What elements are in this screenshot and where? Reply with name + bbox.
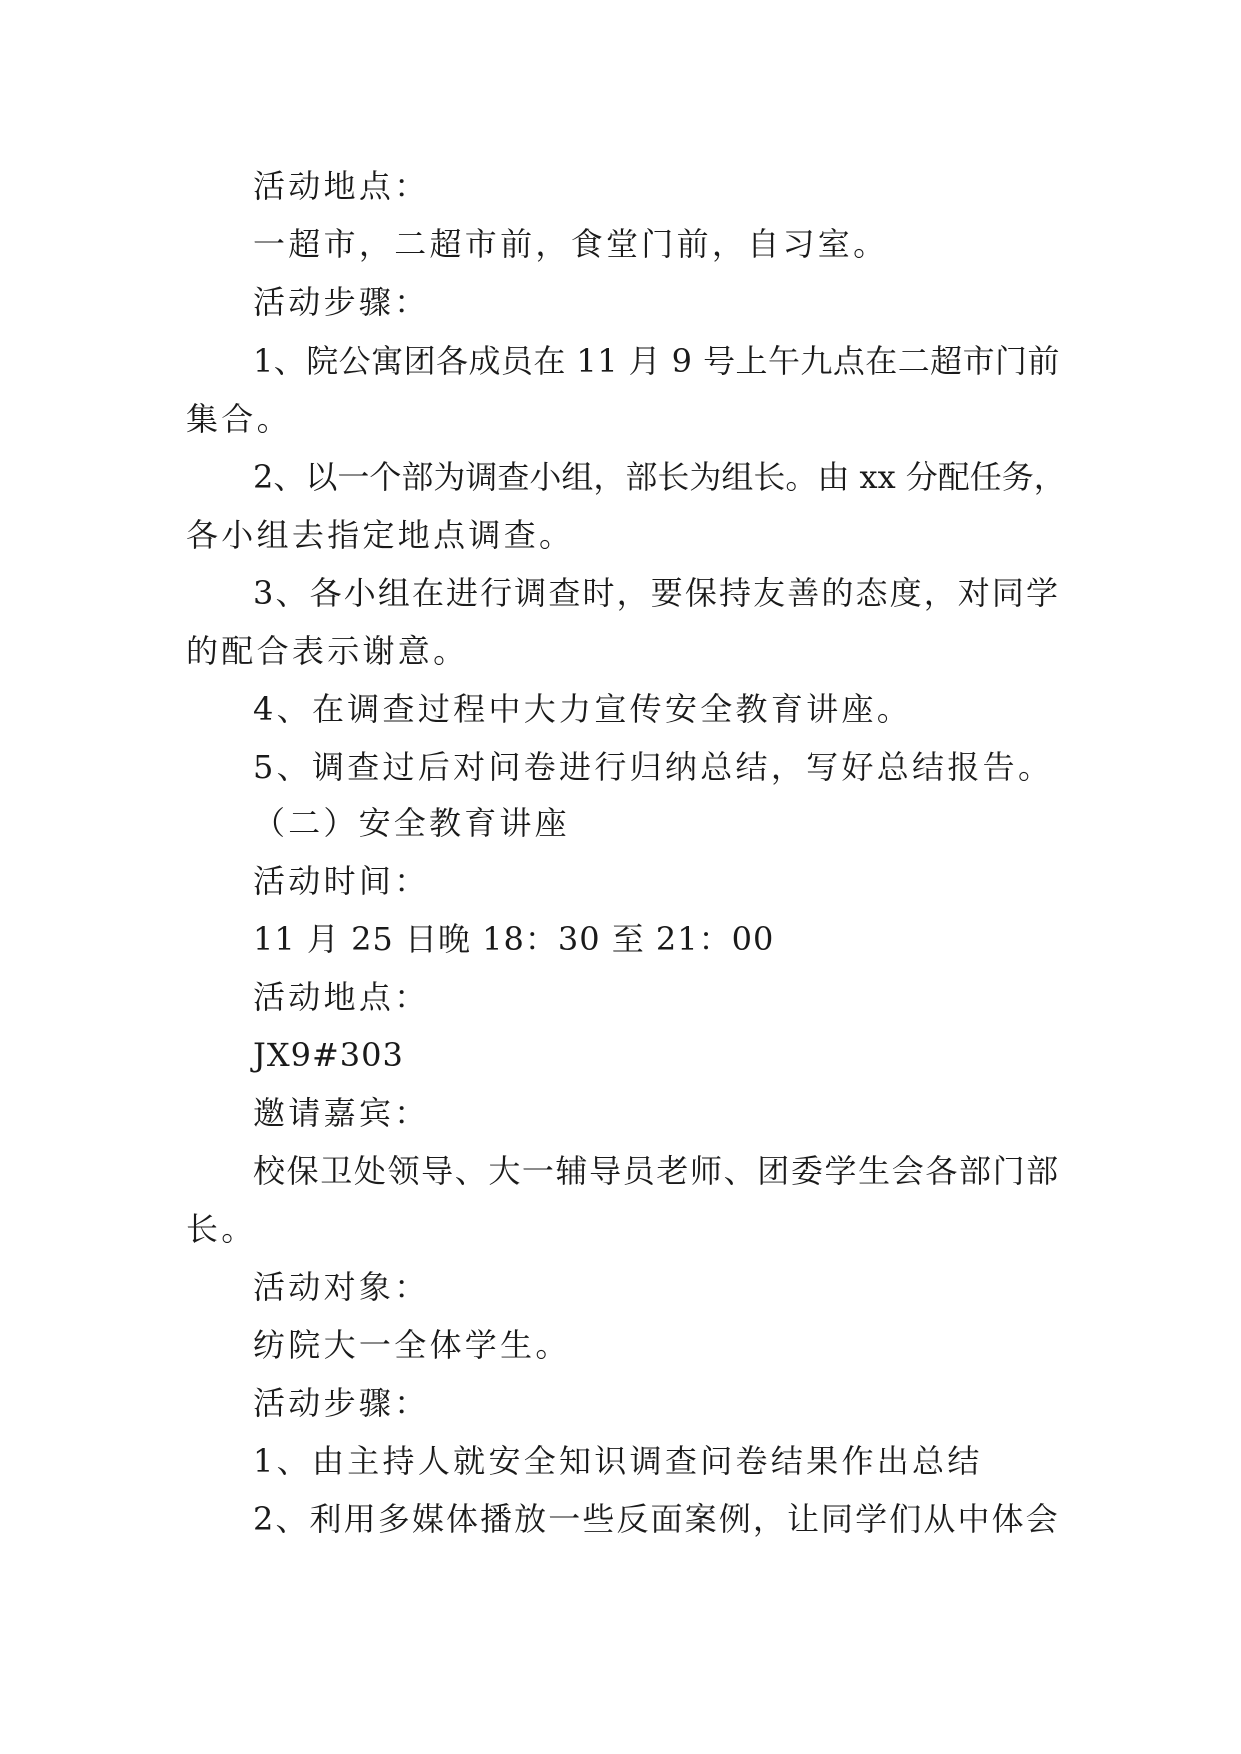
- step-3-text: 3、各小组在进行调查时，要保持友善的态度，对同学: [253, 574, 1061, 612]
- heading-activity-location: 活动地点：: [253, 167, 430, 205]
- step-1-text: 1、院公寓团各成员在 11 月 9 号上午九点在二超市门前: [253, 342, 1060, 380]
- step-2-text: 2、以一个部为调查小组，部长为组长。由 xx 分配任务，: [253, 458, 1066, 496]
- heading-activity-time: 活动时间：: [253, 862, 430, 900]
- heading-invited-guests: 邀请嘉宾：: [253, 1094, 430, 1132]
- lecture-step-2-text: 2、利用多媒体播放一些反面案例，让同学们从中体会: [253, 1500, 1060, 1538]
- heading-activity-location-2: 活动地点：: [253, 978, 430, 1016]
- lecture-step-1-text: 1、由主持人就安全知识调查问卷结果作出总结: [253, 1442, 983, 1480]
- activity-audience-value: 纺院大一全体学生。: [253, 1326, 571, 1364]
- invited-guests-text-continued: 长。: [186, 1210, 257, 1248]
- step-2-text-continued: 各小组去指定地点调查。: [186, 516, 575, 554]
- heading-activity-steps: 活动步骤：: [253, 283, 430, 321]
- heading-activity-audience: 活动对象：: [253, 1268, 430, 1306]
- step-4-text: 4、在调查过程中大力宣传安全教育讲座。: [253, 690, 913, 728]
- section-heading-safety-lecture: （二）安全教育讲座: [253, 804, 570, 842]
- step-1-text-continued: 集合。: [186, 400, 292, 438]
- invited-guests-text: 校保卫处领导、大一辅导员老师、团委学生会各部门部: [253, 1152, 1060, 1190]
- heading-activity-steps-2: 活动步骤：: [253, 1384, 430, 1422]
- location-list-text: 一超市，二超市前，食堂门前，自习室。: [253, 225, 889, 263]
- activity-time-value: 11 月 25 日晚 18：30 至 21：00: [253, 920, 775, 958]
- activity-location-value: JX9#303: [253, 1036, 404, 1074]
- step-5-text: 5、调查过后对问卷进行归纳总结，写好总结报告。: [253, 748, 1054, 786]
- step-3-text-continued: 的配合表示谢意。: [186, 632, 469, 670]
